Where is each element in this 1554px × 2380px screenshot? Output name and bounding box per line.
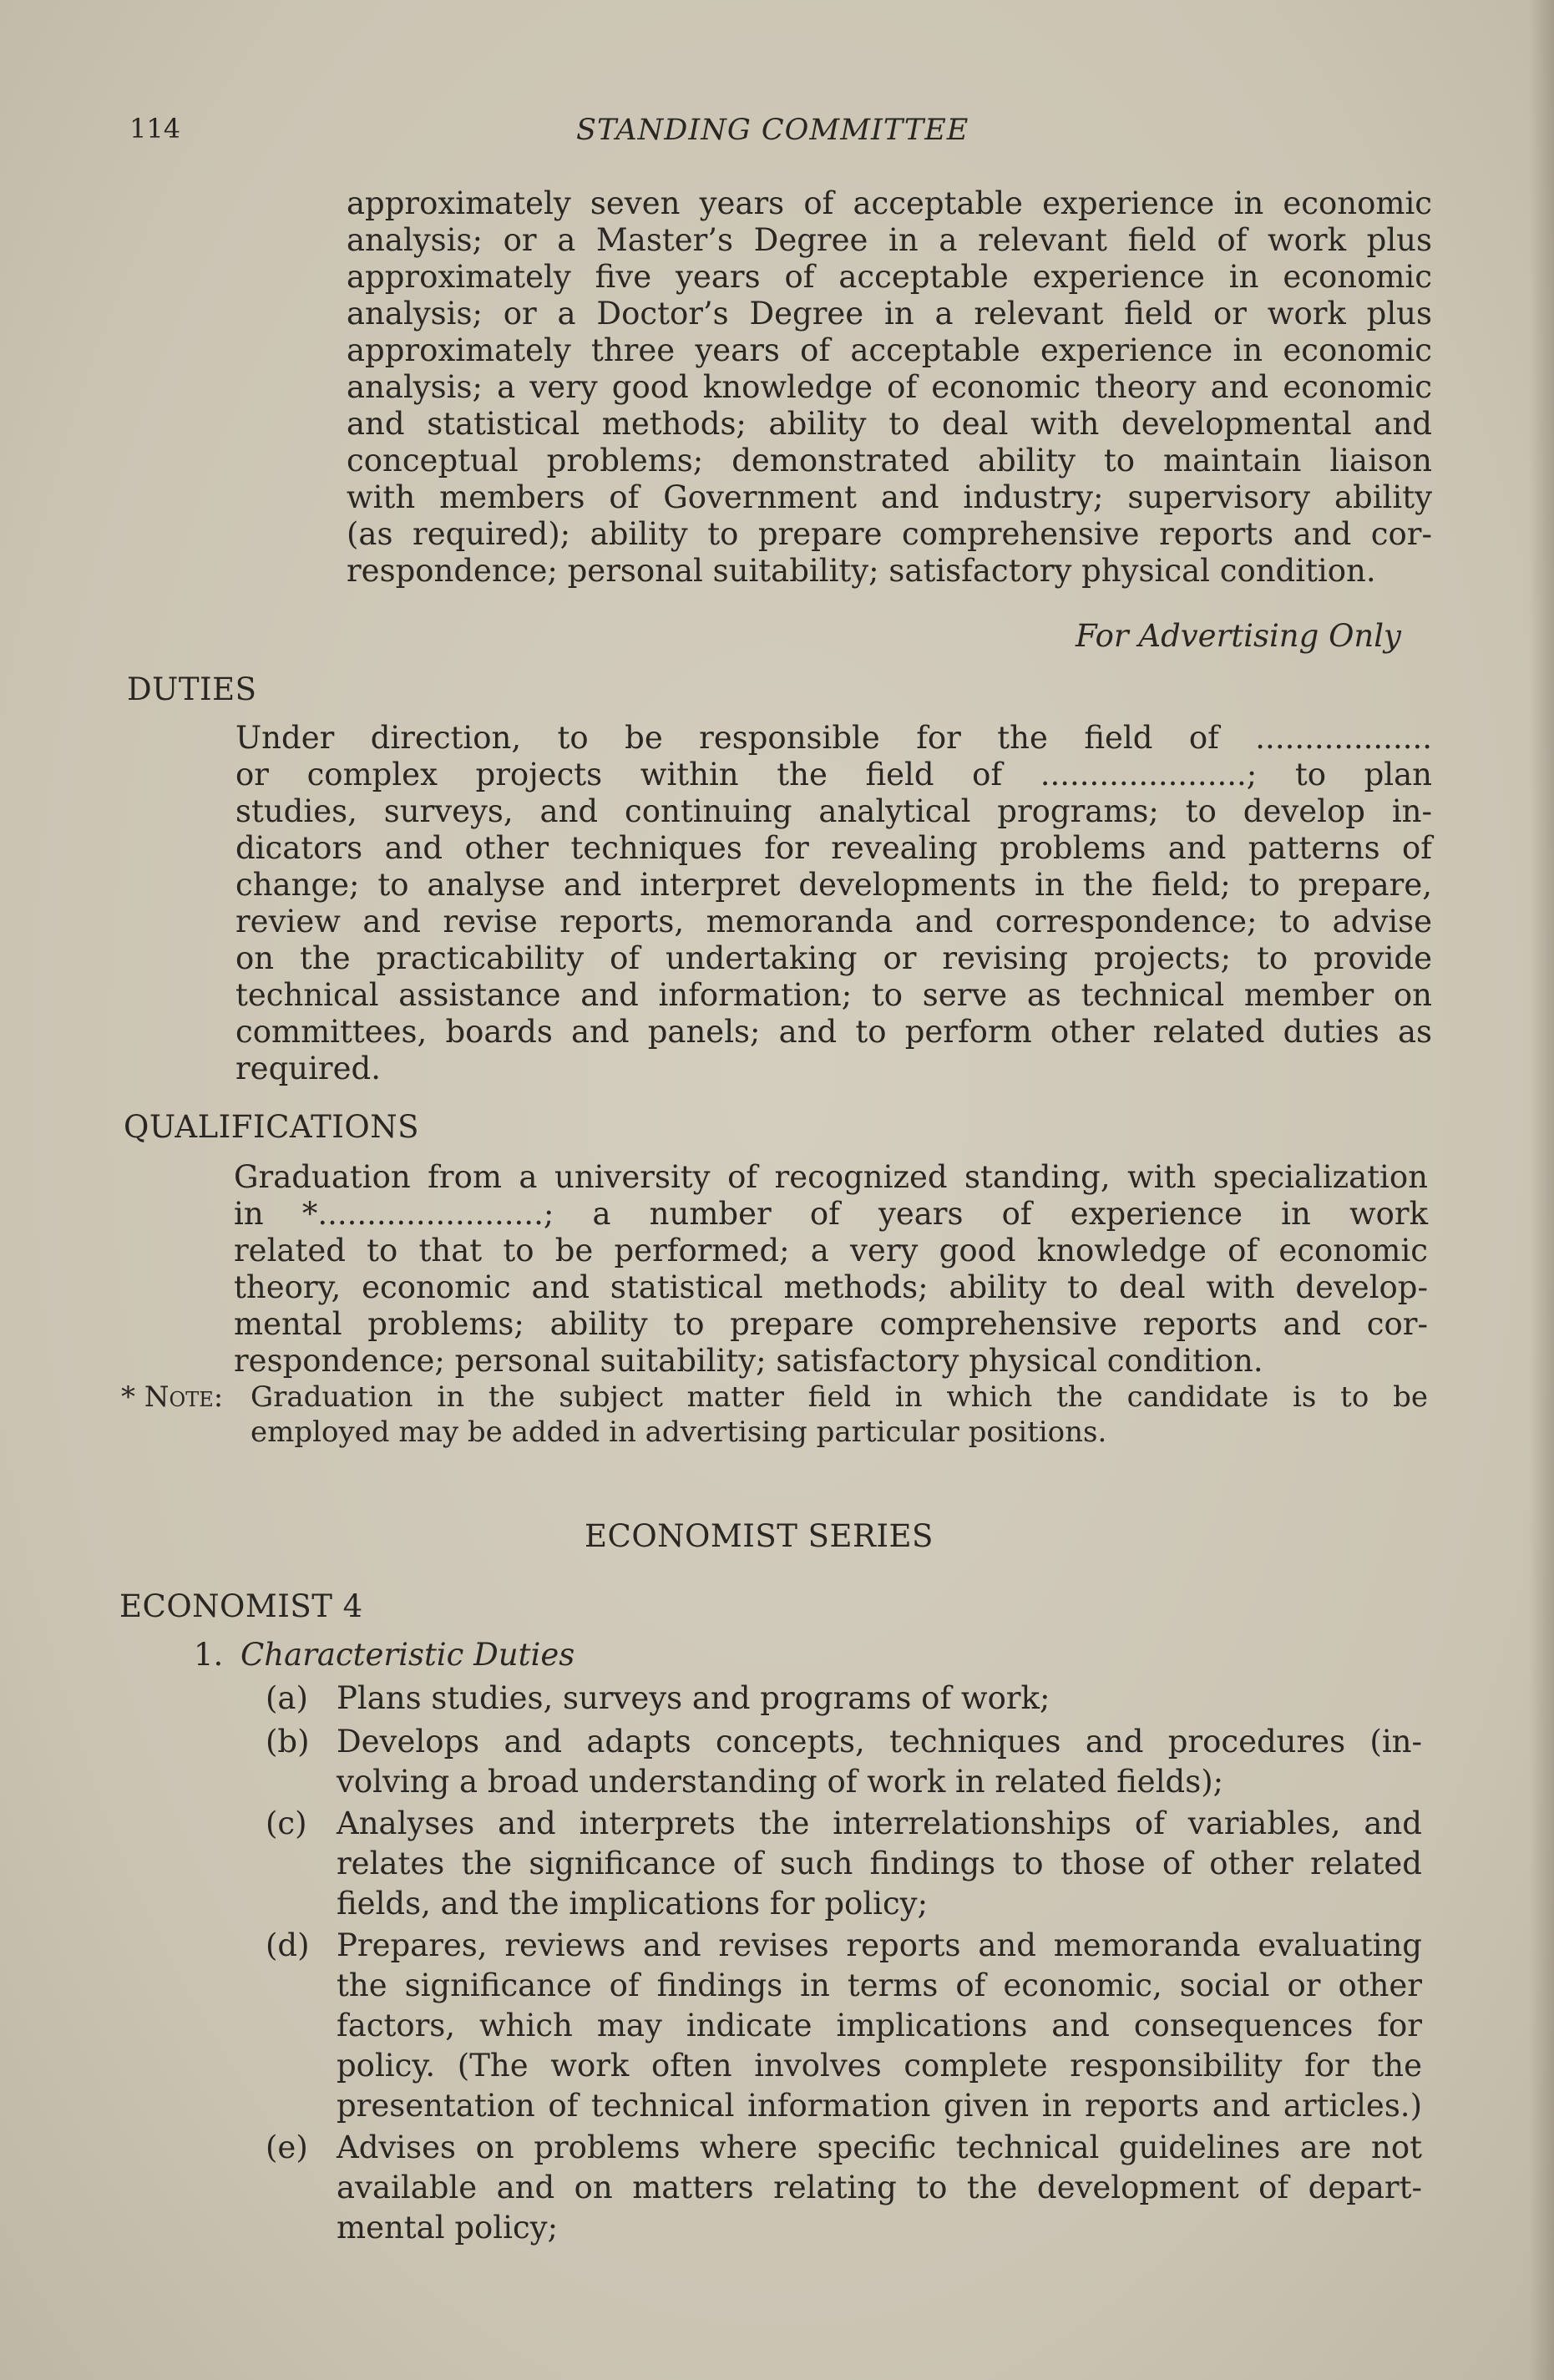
item-label: (a) [266, 1680, 308, 1716]
duties-line: required. [235, 1051, 381, 1086]
duties-line: dicators and other techniques for revealing problems and patterns of [235, 830, 1432, 866]
duties-line: Under direction, to be responsible for the field of .................. [235, 720, 1432, 756]
qualifications-line: in *.......................; a number of years of experience in work [234, 1196, 1428, 1232]
note-line: Graduation in the subject matter field in which the candidate is to be [251, 1380, 1428, 1414]
duties-paragraph [235, 720, 1432, 1087]
duties-heading: DUTIES [127, 671, 257, 707]
intro-line: with members of Government and industry; supervisory ability [347, 479, 1432, 515]
item-line: relates the significance of such findings to those of other related [337, 1846, 1422, 1881]
intro-line: analysis; or a Master’s Degree in a relevant field of work plus [347, 222, 1432, 258]
for-advertising-note: For Advertising Only [1076, 618, 1401, 654]
intro-line: approximately five years of acceptable experience in economic [347, 259, 1432, 295]
section-title: Characteristic Duties [240, 1637, 575, 1673]
intro-line: approximately seven years of acceptable experience in economic [347, 185, 1432, 221]
duties-line: studies, surveys, and continuing analytical programs; to develop in- [235, 793, 1432, 829]
item-line: available and on matters relating to the development of depart- [337, 2170, 1422, 2205]
item-line: Analyses and interprets the interrelationships of variables, and [337, 1805, 1422, 1841]
item-line: factors, which may indicate implications and consequences for [337, 2008, 1422, 2043]
intro-line: approximately three years of acceptable experience in economic [347, 332, 1432, 368]
qualifications-line: related to that to be performed; a very good knowledge of economic [234, 1233, 1428, 1268]
intro-line: (as required); ability to prepare comprehensive reports and cor- [347, 516, 1432, 552]
page-number: 114 [129, 113, 181, 144]
qualifications-heading: QUALIFICATIONS [124, 1109, 419, 1145]
duties-line: or complex projects within the field of .....................; to plan [235, 757, 1432, 792]
item-line: policy. (The work often involves complete responsibility for the [337, 2048, 1422, 2084]
qualifications-line: Graduation from a university of recognized standing, with specialization [234, 1159, 1428, 1195]
intro-line: and statistical methods; ability to deal with developmental and [347, 406, 1432, 442]
qualifications-line: respondence; personal suitability; satisfactory physical condition. [234, 1343, 1263, 1379]
item-line: fields, and the implications for policy; [337, 1886, 929, 1922]
qualifications-line: mental problems; ability to prepare comprehensive reports and cor- [234, 1306, 1428, 1342]
duties-line: review and revise reports, memoranda and correspondence; to advise [235, 904, 1432, 939]
intro-line: conceptual problems; demonstrated ability to maintain liaison [347, 443, 1432, 479]
item-line: Plans studies, surveys and programs of work; [337, 1680, 1050, 1716]
item-label: (b) [266, 1724, 310, 1760]
qualifications-paragraph [234, 1159, 1428, 1380]
item-line: presentation of technical information given in reports and articles.) [337, 2088, 1422, 2124]
note-text [251, 1380, 1428, 1450]
qualifications-line: theory, economic and statistical methods; ability to deal with develop- [234, 1269, 1428, 1305]
item-label: (c) [266, 1805, 307, 1841]
note-label: * Note: [121, 1380, 224, 1414]
item-label: (e) [266, 2129, 308, 2165]
item-line: Advises on problems where specific technical guidelines are not [337, 2129, 1422, 2165]
duties-line: committees, boards and panels; and to perform other related duties as [235, 1014, 1432, 1050]
level-heading: ECONOMIST 4 [119, 1588, 363, 1624]
item-line: volving a broad understanding of work in related fields); [337, 1764, 1224, 1800]
item-line: Prepares, reviews and revises reports and memoranda evaluating [337, 1927, 1422, 1963]
intro-line: analysis; a very good knowledge of economic theory and economic [347, 369, 1432, 405]
duties-line: on the practicability of undertaking or revising projects; to provide [235, 940, 1432, 976]
item-line: mental policy; [337, 2210, 559, 2246]
note-line: employed may be added in advertising particular positions. [251, 1415, 1107, 1449]
running-title: STANDING COMMITTEE [576, 114, 969, 147]
intro-line: respondence; personal suitability; satisfactory physical condition. [347, 553, 1376, 589]
section-number: 1. [194, 1637, 224, 1673]
series-title: ECONOMIST SERIES [585, 1518, 934, 1554]
intro-line: analysis; or a Doctor’s Degree in a relevant field or work plus [347, 296, 1432, 332]
intro-paragraph [347, 185, 1432, 590]
item-line: the significance of findings in terms of economic, social or other [337, 1967, 1422, 2003]
item-label: (d) [266, 1927, 310, 1963]
duties-line: technical assistance and information; to serve as technical member on [235, 977, 1432, 1013]
duties-line: change; to analyse and interpret developments in the field; to prepare, [235, 867, 1432, 903]
item-line: Develops and adapts concepts, techniques and procedures (in- [337, 1724, 1422, 1760]
